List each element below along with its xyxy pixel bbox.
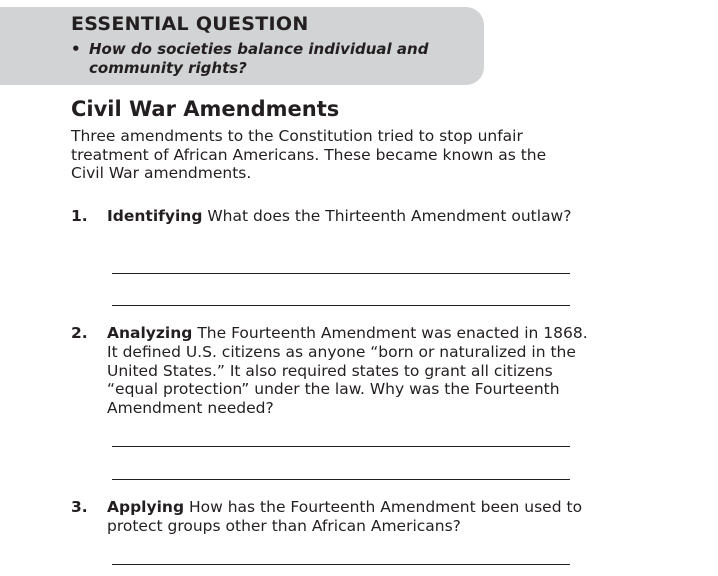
- answer-line-1b[interactable]: [112, 305, 570, 306]
- question-3: [107, 498, 591, 536]
- question-1-number: 1.: [71, 207, 88, 225]
- essential-question-heading: ESSENTIAL QUESTION: [71, 13, 309, 35]
- question-3-text: How has the Fourteenth Amendment been used to protect groups other than African Americans?: [107, 498, 583, 535]
- essential-question-bullet: •: [71, 40, 81, 58]
- question-1: [107, 207, 591, 226]
- question-3-number: 3.: [71, 498, 88, 516]
- section-title: Civil War Amendments: [71, 97, 340, 121]
- question-2-skill: Analyzing: [107, 324, 193, 342]
- section-intro: Three amendments to the Constitution tried to stop unfair treatment of African Americans. These became known as the Civil War amendments.: [71, 127, 547, 182]
- question-2-text: The Fourteenth Amendment was enacted in 1868. It defined U.S. citizens as anyone “born or naturalized in the United States.” It also required states to grant all citizens “equal protection” under the law. Why was the Fourteenth Amendment needed?: [107, 324, 588, 418]
- question-1-text: What does the Thirteenth Amendment outlaw?: [207, 207, 572, 225]
- essential-question-text: How do societies balance individual and community rights?: [89, 40, 429, 77]
- question-3-skill: Applying: [107, 498, 185, 516]
- question-2: [107, 324, 591, 418]
- answer-line-3a[interactable]: [112, 564, 570, 565]
- question-2-number: 2.: [71, 324, 88, 342]
- answer-line-1a[interactable]: [112, 273, 570, 274]
- question-1-skill: Identifying: [107, 207, 203, 225]
- answer-line-2b[interactable]: [112, 479, 570, 480]
- answer-line-2a[interactable]: [112, 446, 570, 447]
